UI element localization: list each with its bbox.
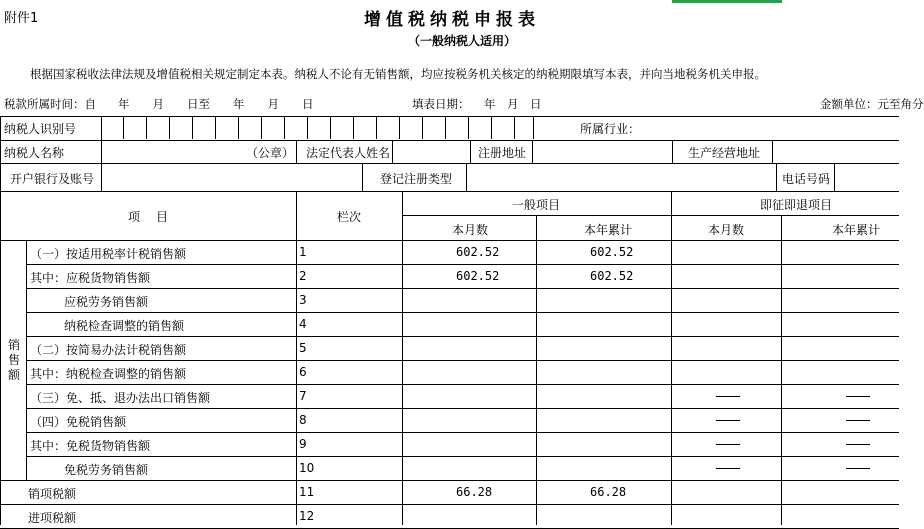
general-month-value: 602.52 (456, 269, 500, 283)
row-item-label: （二）按简易办法计税销售额 (30, 343, 187, 357)
not-applicable-dash (846, 444, 870, 445)
not-applicable-dash (716, 468, 740, 469)
taxpayer-id-digit[interactable] (377, 117, 400, 139)
row-item-label: 其中：免税货物销售额 (30, 439, 151, 453)
general-year-header: 本年累计 (584, 223, 633, 237)
attachment-label: 附件1 (4, 11, 39, 26)
legal-rep-label: 法定代表人姓名 (306, 146, 391, 160)
row-item-label: 应税劳务销售额 (64, 295, 149, 309)
amount-unit: 金额单位：元至角分 (820, 97, 924, 111)
taxpayer-id-digit[interactable] (147, 117, 170, 139)
taxpayer-id-digit[interactable] (492, 117, 515, 139)
not-applicable-dash (846, 396, 870, 397)
row-item-label: 销项税额 (28, 487, 77, 501)
not-applicable-dash (716, 444, 740, 445)
seal-label: （公章） (246, 146, 295, 160)
selection-indicator (672, 0, 782, 3)
row-number: 9 (299, 437, 307, 451)
taxpayer-id-digit[interactable] (239, 117, 262, 139)
row-number: 2 (299, 269, 307, 283)
general-year-value: 602.52 (590, 269, 634, 283)
row-item-label: （三）免、抵、退办法出口销售额 (30, 391, 211, 405)
taxpayer-id-digit[interactable] (262, 117, 285, 139)
item-header: 项 目 (128, 210, 171, 224)
row-number: 1 (299, 245, 307, 259)
biz-address-label: 生产经营地址 (688, 146, 761, 160)
fill-date-text: 年 月 日 (484, 97, 542, 111)
industry-label: 所属行业： (580, 122, 641, 136)
row-item-label: （一）按适用税率计税销售额 (30, 247, 187, 261)
taxpayer-id-digit[interactable] (193, 117, 216, 139)
reg-type-label: 登记注册类型 (380, 172, 453, 186)
row-number: 11 (299, 485, 315, 499)
general-year-value: 602.52 (590, 245, 634, 259)
taxpayer-id-digit[interactable] (469, 117, 492, 139)
row-item-label: 其中：纳税检查调整的销售额 (30, 367, 187, 381)
row-number: 10 (299, 461, 315, 475)
general-month-value: 602.52 (456, 245, 500, 259)
general-month-header: 本月数 (452, 223, 489, 237)
taxpayer-id-digit[interactable] (423, 117, 446, 139)
taxpayer-id-digit[interactable] (170, 117, 193, 139)
refund-month-header: 本月数 (708, 223, 745, 237)
row-number: 7 (299, 389, 307, 403)
taxpayer-id-digit[interactable] (285, 117, 308, 139)
row-number: 8 (299, 413, 307, 427)
form-subtitle: （一般纳税人适用） (408, 34, 517, 48)
row-number: 3 (299, 293, 307, 307)
taxpayer-name-label: 纳税人名称 (4, 146, 65, 160)
row-item-label: 纳税检查调整的销售额 (64, 319, 185, 333)
section-sales-label: 销售额 (8, 338, 21, 382)
row-number: 4 (299, 317, 307, 331)
taxpayer-id-digit[interactable] (515, 117, 534, 139)
not-applicable-dash (846, 420, 870, 421)
general-month-value: 66.28 (456, 485, 493, 499)
not-applicable-dash (716, 396, 740, 397)
taxpayer-id-digit[interactable] (331, 117, 354, 139)
row-item-label: （四）免税销售额 (30, 415, 127, 429)
intro-text: 根据国家税收法律法规及增值税相关规定制定本表。纳税人不论有无销售额，均应按税务机关核定的纳税期限填写本表，并向当地税务机关申报。 (30, 67, 766, 81)
taxpayer-id-digit[interactable] (354, 117, 377, 139)
taxpayer-id-digit[interactable] (308, 117, 331, 139)
row-item-label: 进项税额 (28, 511, 77, 525)
row-number: 12 (299, 509, 315, 523)
taxpayer-id-digit[interactable] (216, 117, 239, 139)
fill-date-label: 填表日期： (412, 97, 470, 111)
taxpayer-id-digit[interactable] (101, 117, 124, 139)
row-item-label: 其中：应税货物销售额 (30, 271, 151, 285)
reg-address-label: 注册地址 (478, 146, 527, 160)
general-header: 一般项目 (512, 198, 561, 212)
row-item-label: 免税劳务销售额 (64, 463, 149, 477)
general-year-value: 66.28 (590, 485, 627, 499)
row-number: 6 (299, 365, 307, 379)
taxpayer-id-digit[interactable] (400, 117, 423, 139)
refund-year-header: 本年累计 (832, 223, 881, 237)
not-applicable-dash (846, 468, 870, 469)
period-label: 税款所属时间：自 (4, 97, 96, 111)
form-title: 增值税纳税申报表 (364, 10, 540, 30)
phone-label: 电话号码 (782, 172, 831, 186)
col-no-header: 栏次 (337, 210, 362, 224)
taxpayer-id-digit[interactable] (446, 117, 469, 139)
row-number: 5 (299, 341, 307, 355)
taxpayer-id-digit[interactable] (124, 117, 147, 139)
period-text: 年 月 日至 年 月 日 (118, 97, 314, 111)
not-applicable-dash (716, 420, 740, 421)
bank-label: 开户银行及账号 (10, 172, 95, 186)
taxpayer-id-label: 纳税人识别号 (4, 122, 77, 136)
refund-header: 即征即退项目 (760, 198, 833, 212)
